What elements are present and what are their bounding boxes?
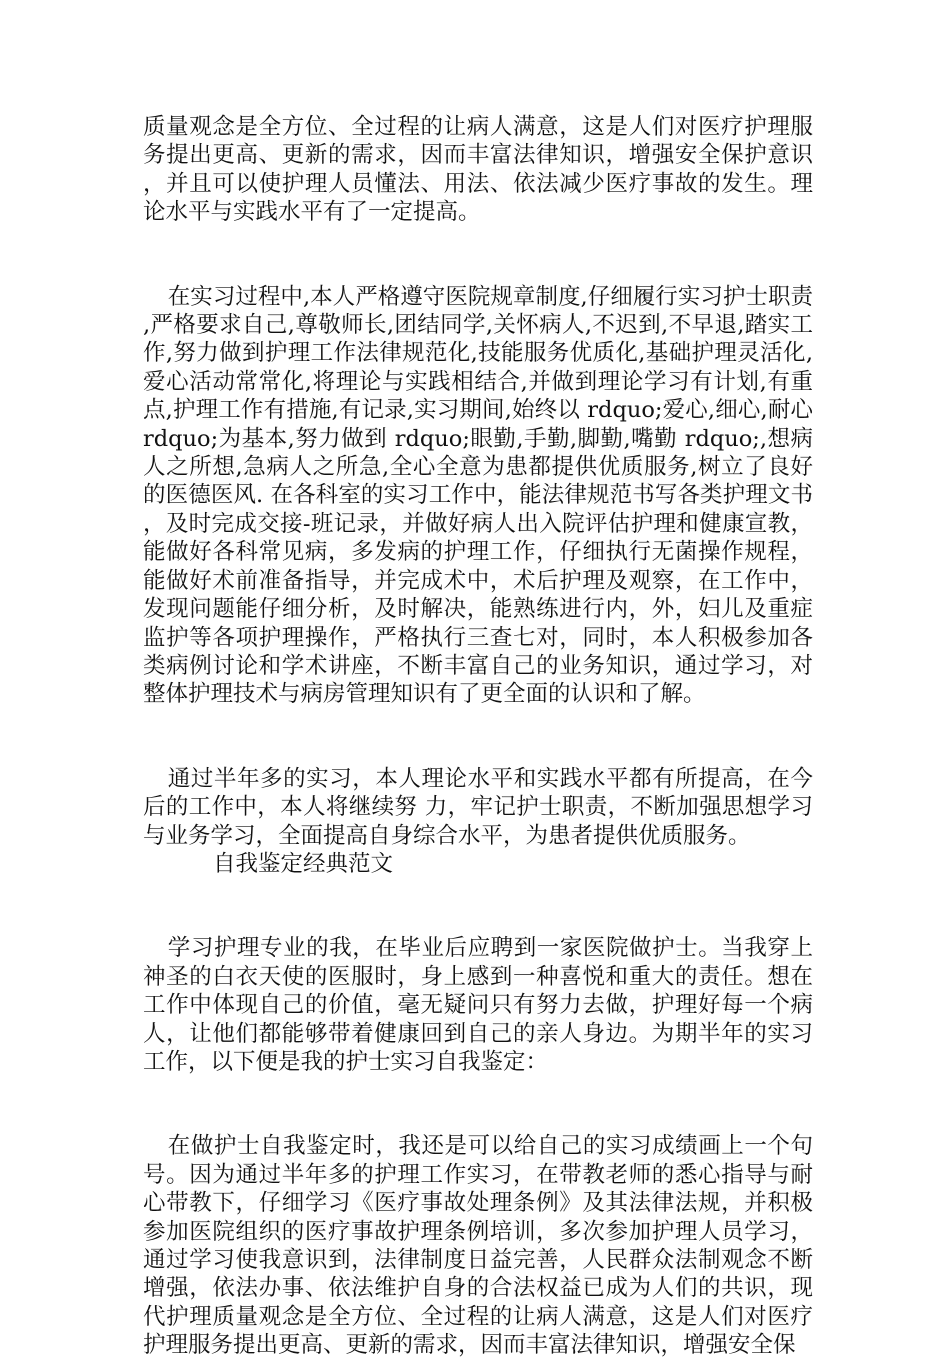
paragraph-nursing-major: 学习护理专业的我，在毕业后应聘到一家医院做护士。当我穿上神圣的白衣天使的医服时，身上感到一种喜悦和重大的责任。想在工作中体现自己的价值，毫无疑问只有努力去做，护理好每一个病人，让他们都能够带着健康回到自己的亲人身边。为期半年的实习工作，以下便是我的护士实习自我鉴定： — [143, 935, 813, 1075]
paragraph-gap — [143, 709, 813, 765]
paragraph-gap — [143, 878, 813, 934]
paragraph-gap — [143, 1076, 813, 1132]
paragraph-quality-concept: 质量观念是全方位、全过程的让病人满意，这是人们对医疗护理服务提出更高、更新的需求，因而丰富法律知识，增强安全保护意识，并且可以使护理人员懂法、用法、依法减少医疗事故的发生。理论水平与实践水平有了一定提高。 — [143, 114, 813, 226]
section-heading: 自我鉴定经典范文 — [213, 850, 394, 877]
document-body — [143, 113, 813, 1360]
paragraph-half-year-summary: 通过半年多的实习，本人理论水平和实践水平都有所提高，在今后的工作中，本人将继续努 力，牢记护士职责，不断加强思想学习与业务学习，全面提高自身综合水平，为患者提供优质服务。 — [143, 765, 813, 849]
paragraph-self-appraisal: 在做护士自我鉴定时，我还是可以给自己的实习成绩画上一个句号。因为通过半年多的护理工作实习，在带教老师的悉心指导与耐心带教下，仔细学习《医疗事故处理条例》及其法律法规，并积极参加医院组织的医疗事故护理条例培训，多次参加护理人员学习，通过学习使我意识到，法律制度日益完善，人民群众法制观念不断增强，依法办事、依法维护自身的合法权益已成为人们的共识，现代护理质量观念是全方位、全过程的让病人满意，这是人们对医疗护理服务提出更高、更新的需求，因而丰富法律知识，增强安全保 — [143, 1133, 813, 1359]
paragraph-gap — [143, 227, 813, 283]
paragraph-internship-process: 在实习过程中,本人严格遵守医院规章制度,仔细履行实习护士职责,严格要求自己,尊敬师长,团结同学,关怀病人,不迟到,不早退,踏实工作,努力做到护理工作法律规范化,技能服务优质化,基础护理灵活化,爱心活动常常化,将理论与实践相结合,并做到理论学习有计划,有重点,护理工作有措施,有记录,实习期间,始终以 rdquo;爱心,细心,耐心 rdquo;为基本,努力做到 rdquo;眼勤,手勤,脚勤,嘴勤 rdquo;,想病人之所想,急病人之所急,全心全意为患都提供优质服务,树立了良好的医德医风. 在各科室的实习工作中，能法律规范书写各类护理文书，及时完成交接-班记录，并做好病人出入院评估护理和健康宣教，能做好各科常见病，多发病的护理工作，仔细执行无菌操作规程，能做好术前准备指导，并完成术中，术后护理及观察，在工作中，发现问题能仔细分析，及时解决，能熟练进行内，外，妇儿及重症监护等各项护理操作，严格执行三查七对，同时，本人积极参加各类病例讨论和学术讲座，不断丰富自己的业务知识，通过学习，对整体护理技术与病房管理知识有了更全面的认识和了解。 — [143, 283, 813, 708]
